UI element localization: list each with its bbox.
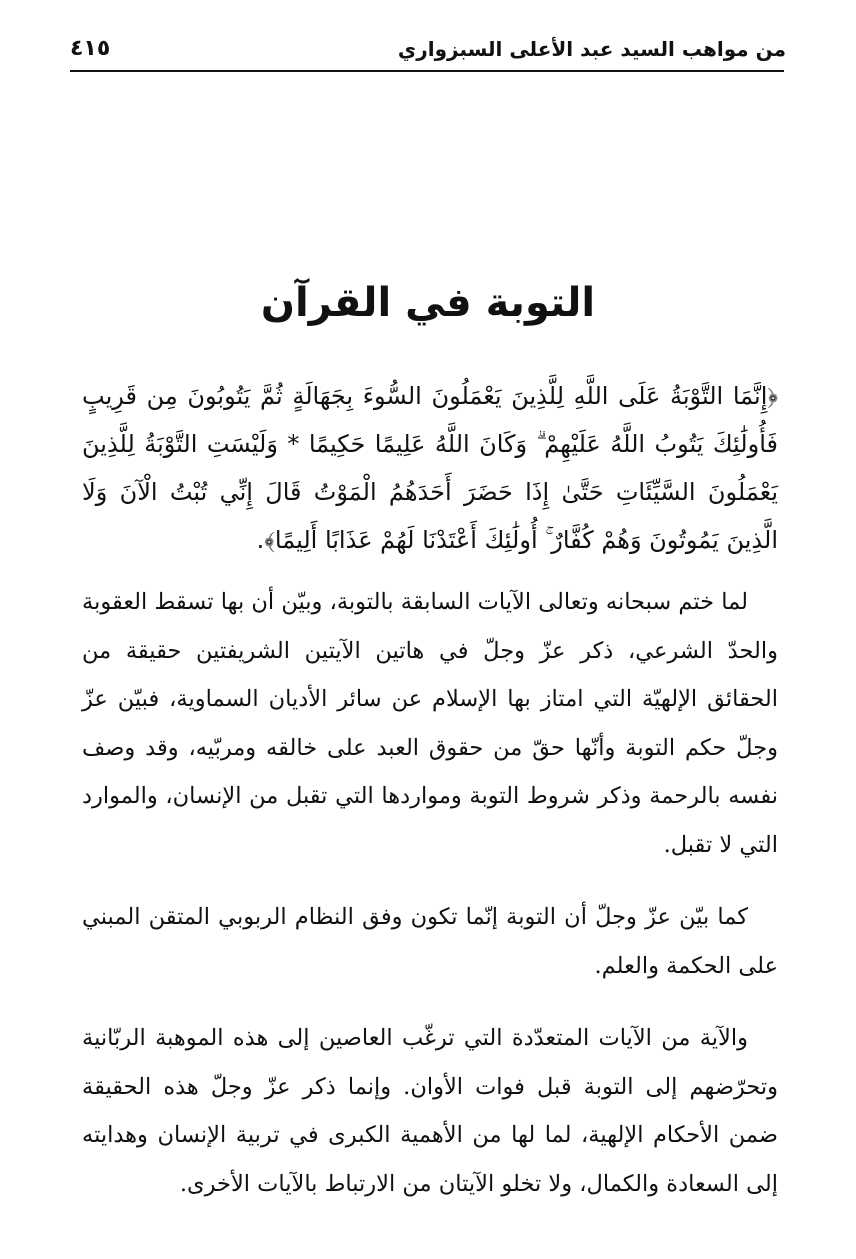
- page-number: ٤١٥: [70, 36, 111, 61]
- paragraph: والآية من الآيات المتعدّدة التي ترغّب العاصين إلى هذه الموهبة الربّانية وتحرّضهم إلى التوبة قبل فوات الأوان. وإنما ذكر عزّ وجلّ هذه الحقيقة ضمن الأحكام الإلهية، لما لها من الأهمية الكبرى في تربية الإنسان وهدايته إلى السعادة والكمال، ولا تخلو الآيتان من الارتباط بالآيات الأخرى.: [82, 1025, 778, 1197]
- running-header: [70, 32, 786, 72]
- paragraph: كما بيّن عزّ وجلّ أن التوبة إنّما تكون وفق النظام الربوبي المتقن المبني على الحكمة والعلم.: [82, 904, 778, 979]
- paragraph: لما ختم سبحانه وتعالى الآيات السابقة بالتوبة، وبيّن أن بها تسقط العقوبة والحدّ الشرعي، ذكر عزّ وجلّ في هاتين الآيتين الشريفتين حقيقة من الحقائق الإلهيّة التي امتاز بها الإسلام عن سائر الأديان السماوية، فبيّن عزّ وجلّ حكم التوبة وأنّها حقّ من حقوق العبد على خالقه ومربّيه، وقد وصف نفسه بالرحمة وذكر شروط التوبة ومواردها التي تقبل من الإنسان، والموارد التي لا تقبل.: [82, 589, 778, 858]
- running-header-title: من مواهب السيد عبد الأعلى السبزواري: [397, 37, 786, 61]
- quran-verse: ﴿إِنَّمَا التَّوْبَةُ عَلَى اللَّهِ لِلَّذِينَ يَعْمَلُونَ السُّوءَ بِجَهَالَةٍ ثُمَّ يَتُوبُونَ مِن قَرِيبٍ فَأُولَٰئِكَ يَتُوبُ اللَّهُ عَلَيْهِمْ ۗ وَكَانَ اللَّهُ عَلِيمًا حَكِيمًا * وَلَيْسَتِ التَّوْبَةُ لِلَّذِينَ يَعْمَلُونَ السَّيِّئَاتِ حَتَّىٰ إِذَا حَضَرَ أَحَدَهُمُ الْمَوْتُ قَالَ إِنِّي تُبْتُ الْآنَ وَلَا الَّذِينَ يَمُوتُونَ وَهُمْ كُفَّارٌ ۚ أُولَٰئِكَ أَعْتَدْنَا لَهُمْ عَذَابًا أَلِيمًا﴾.: [82, 382, 778, 554]
- chapter-title: التوبة في القرآن: [260, 280, 596, 326]
- header-divider: [70, 70, 784, 72]
- body-text: [82, 578, 778, 1232]
